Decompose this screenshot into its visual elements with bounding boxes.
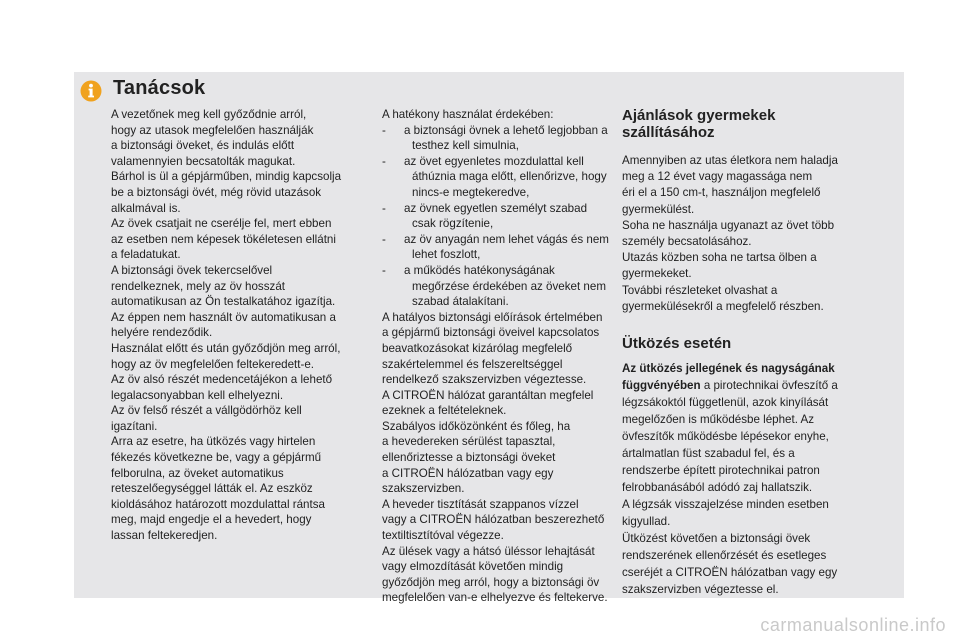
- text-line: [622, 377, 892, 394]
- list-text: megőrzése érdekében az öveket nem: [412, 279, 606, 293]
- text-line: Szabályos időközönként és főleg, ha: [382, 419, 571, 433]
- text-line: légzsákoktól függetlenül, azok kinyílását: [622, 396, 829, 410]
- list-dash: -: [382, 201, 386, 215]
- text-line: alkalmával is.: [111, 201, 181, 215]
- list-dash: -: [382, 263, 386, 277]
- text-line: További részleteket olvashat a: [622, 283, 778, 297]
- list-dash: -: [382, 154, 386, 168]
- text-line: beavatkozásokat kizárólag megfelelő: [382, 341, 573, 355]
- section-heading-children: [622, 107, 892, 141]
- text-line: fékezés következne be, vagy a gépjármű: [111, 451, 322, 465]
- text-line: hogy az öv megfelelően feltekeredett-e.: [111, 357, 315, 371]
- column-left: [111, 107, 367, 544]
- text-line: Arra az esetre, ha ütközés vagy hirtelen: [111, 435, 316, 449]
- list-text: lehet foszlott,: [412, 248, 481, 262]
- heading-line: Ajánlások gyermekek: [622, 107, 776, 124]
- text-line: Az öv alsó részét medencetájékon a lehető: [111, 373, 333, 387]
- list-text: a biztonsági övnek a lehető legjobban a: [404, 123, 608, 137]
- text-line: a biztonsági öveket, és indulás előtt: [111, 139, 295, 153]
- text-line: övfeszítők működésbe lépésekor enyhe,: [622, 430, 829, 444]
- text-line: Amennyiben az utas életkora nem haladja: [622, 154, 838, 167]
- text-line: rendelkező szakszervizben végeztesse.: [382, 373, 587, 387]
- list-item: [382, 263, 634, 310]
- intro-line: A hatékony használat érdekében:: [382, 108, 554, 121]
- text-line: gyermekülést.: [622, 202, 695, 216]
- text-line: vagy a CITROËN hálózatban beszerezhető: [382, 513, 605, 527]
- text-line: rendelkeznek, mely az öv hosszát: [111, 279, 285, 293]
- watermark: carmanualsonline.info: [760, 615, 946, 635]
- list-item: [382, 201, 634, 232]
- text-line: Az éppen nem használt öv automatikusan a: [111, 310, 336, 324]
- list-item: [382, 123, 634, 154]
- text-line: győződjön meg arról, hogy a biztonsági öv: [382, 575, 600, 589]
- list-text: testhez kell simulnia,: [412, 139, 519, 153]
- list-text: az övet egyenletes mozdulattal kell: [404, 154, 584, 168]
- list-text: szabad átalakítani.: [412, 295, 509, 309]
- text-line: szakszervizben.: [382, 482, 465, 496]
- text-line: legalacsonyabban kell elhelyezni.: [111, 388, 284, 402]
- list-item: [382, 154, 634, 201]
- column-middle: [382, 107, 634, 606]
- text-line: vagy elmozdítását követően mindig: [382, 560, 564, 574]
- text-line: textiltisztítóval végezze.: [382, 529, 504, 543]
- text-line: cseréjét a CITROËN hálózatban vagy egy: [622, 566, 838, 580]
- text-line: a CITROËN hálózatban vagy egy: [382, 466, 554, 480]
- column-right: [622, 107, 892, 598]
- list-text: az öv anyagán nem lehet vágás és nem: [404, 232, 609, 246]
- bold-text: Az ütközés jellegének és nagyságának: [622, 362, 835, 376]
- text-line: A vezetőnek meg kell győződnie arról,: [111, 108, 307, 121]
- text-line: gyermekeket.: [622, 267, 692, 281]
- text-line: A biztonsági övek tekercselővel: [111, 263, 273, 277]
- text-line: ezeknek a feltételeknek.: [382, 404, 507, 418]
- text-line: felborulna, az öveket automatikus: [111, 466, 284, 480]
- heading-line: szállításához: [622, 124, 715, 141]
- text-line: valamennyien becsatolták magukat.: [111, 154, 296, 168]
- text-line: szakértelemmel és felszereltséggel: [382, 357, 563, 371]
- text-line: helyére rendeződik.: [111, 326, 213, 340]
- text-line: felrobbanásából adódó zaj hallatszik.: [622, 481, 813, 495]
- list-text: az övnek egyetlen személyt szabad: [404, 201, 588, 215]
- text-line: igazítani.: [111, 419, 158, 433]
- text-line: Az övek csatjait ne cserélje fel, mert ebben: [111, 217, 332, 231]
- text-line: kioldásához határozott mozdulattal rántsa: [111, 497, 325, 511]
- text-line: megfelelően van-e elhelyezve és feltekerve.: [382, 591, 608, 605]
- list-text: a működés hatékonyságának: [404, 263, 555, 277]
- list-dash: -: [382, 123, 386, 137]
- text-line: a feladatukat.: [111, 248, 181, 262]
- text-line: rendszerbe épített pirotechnikai patron: [622, 464, 820, 478]
- text-line: automatikusan az Ön testalkatához igazítja.: [111, 295, 336, 309]
- text-line: Ütközést követően a biztonsági övek: [622, 532, 811, 546]
- text-line: Bárhol is ül a gépjárműben, mindig kapcsolja: [111, 170, 342, 184]
- list-text: áthúznia maga előtt, ellenőrizve, hogy: [412, 170, 607, 184]
- text-line: lassan feltekeredjen.: [111, 529, 218, 543]
- text-line: A heveder tisztítását szappanos vízzel: [382, 497, 579, 511]
- text-line: A hatályos biztonsági előírások értelmében: [382, 310, 603, 324]
- text-line: reteszelőegységgel látták el. Az eszköz: [111, 482, 313, 496]
- text-line: éri el a 150 cm-t, használjon megfelelő: [622, 186, 821, 200]
- text-line: ártalmatlan füst szabadul fel, és a: [622, 447, 795, 461]
- section-heading-collision: Ütközés esetén: [622, 335, 732, 353]
- text-line: meg a 12 évet vagy magassága nem: [622, 170, 813, 184]
- text-line: be a biztonsági övét, még rövid utazások: [111, 185, 322, 199]
- text-line: meg, majd engedje el a hevedert, hogy: [111, 513, 312, 527]
- text-fragment: a pirotechnikai övfeszítő a: [700, 379, 838, 393]
- text-line: megelőzően is működésbe léphet. Az: [622, 413, 815, 427]
- text-line: személy becsatolásához.: [622, 235, 752, 249]
- text-line: gyermekülésekről a megfelelő részben.: [622, 299, 824, 313]
- text-line: az esetben nem képesek tökéletesen ellátni: [111, 232, 336, 246]
- text-line: Az ülések vagy a hátsó üléssor lehajtását: [382, 544, 595, 558]
- text-line: kigyullad.: [622, 515, 671, 529]
- list-item: [382, 232, 634, 263]
- info-icon: [80, 80, 102, 102]
- list-dash: -: [382, 232, 386, 246]
- text-line: szakszervizben végeztesse el.: [622, 583, 779, 597]
- text-line: a hevedereken sérülést tapasztal,: [382, 435, 556, 449]
- list-text: nincs-e megtekeredve,: [412, 185, 530, 199]
- text-line: hogy az utasok megfelelően használják: [111, 123, 314, 137]
- text-line: Utazás közben soha ne tartsa ölben a: [622, 251, 817, 265]
- text-line: Soha ne használja ugyanazt az övet több: [622, 218, 835, 232]
- list-text: csak rögzítenie,: [412, 217, 494, 231]
- text-line: rendszerének ellenőrzését és esetleges: [622, 549, 827, 563]
- text-line: Az öv felső részét a vállgödörhöz kell: [111, 404, 302, 418]
- text-line: A légzsák visszajelzése minden esetben: [622, 498, 829, 512]
- text-line: a gépjármű biztonsági öveivel kapcsolatos: [382, 326, 600, 340]
- text-line: Használat előtt és után győződjön meg arról,: [111, 341, 341, 355]
- text-line: [622, 360, 892, 377]
- text-line: A CITROËN hálózat garantáltan megfelel: [382, 388, 594, 402]
- text-line: ellenőriztesse a biztonsági öveket: [382, 451, 556, 465]
- bold-text: függvényében: [622, 379, 701, 393]
- page-title: Tanácsok: [113, 77, 206, 99]
